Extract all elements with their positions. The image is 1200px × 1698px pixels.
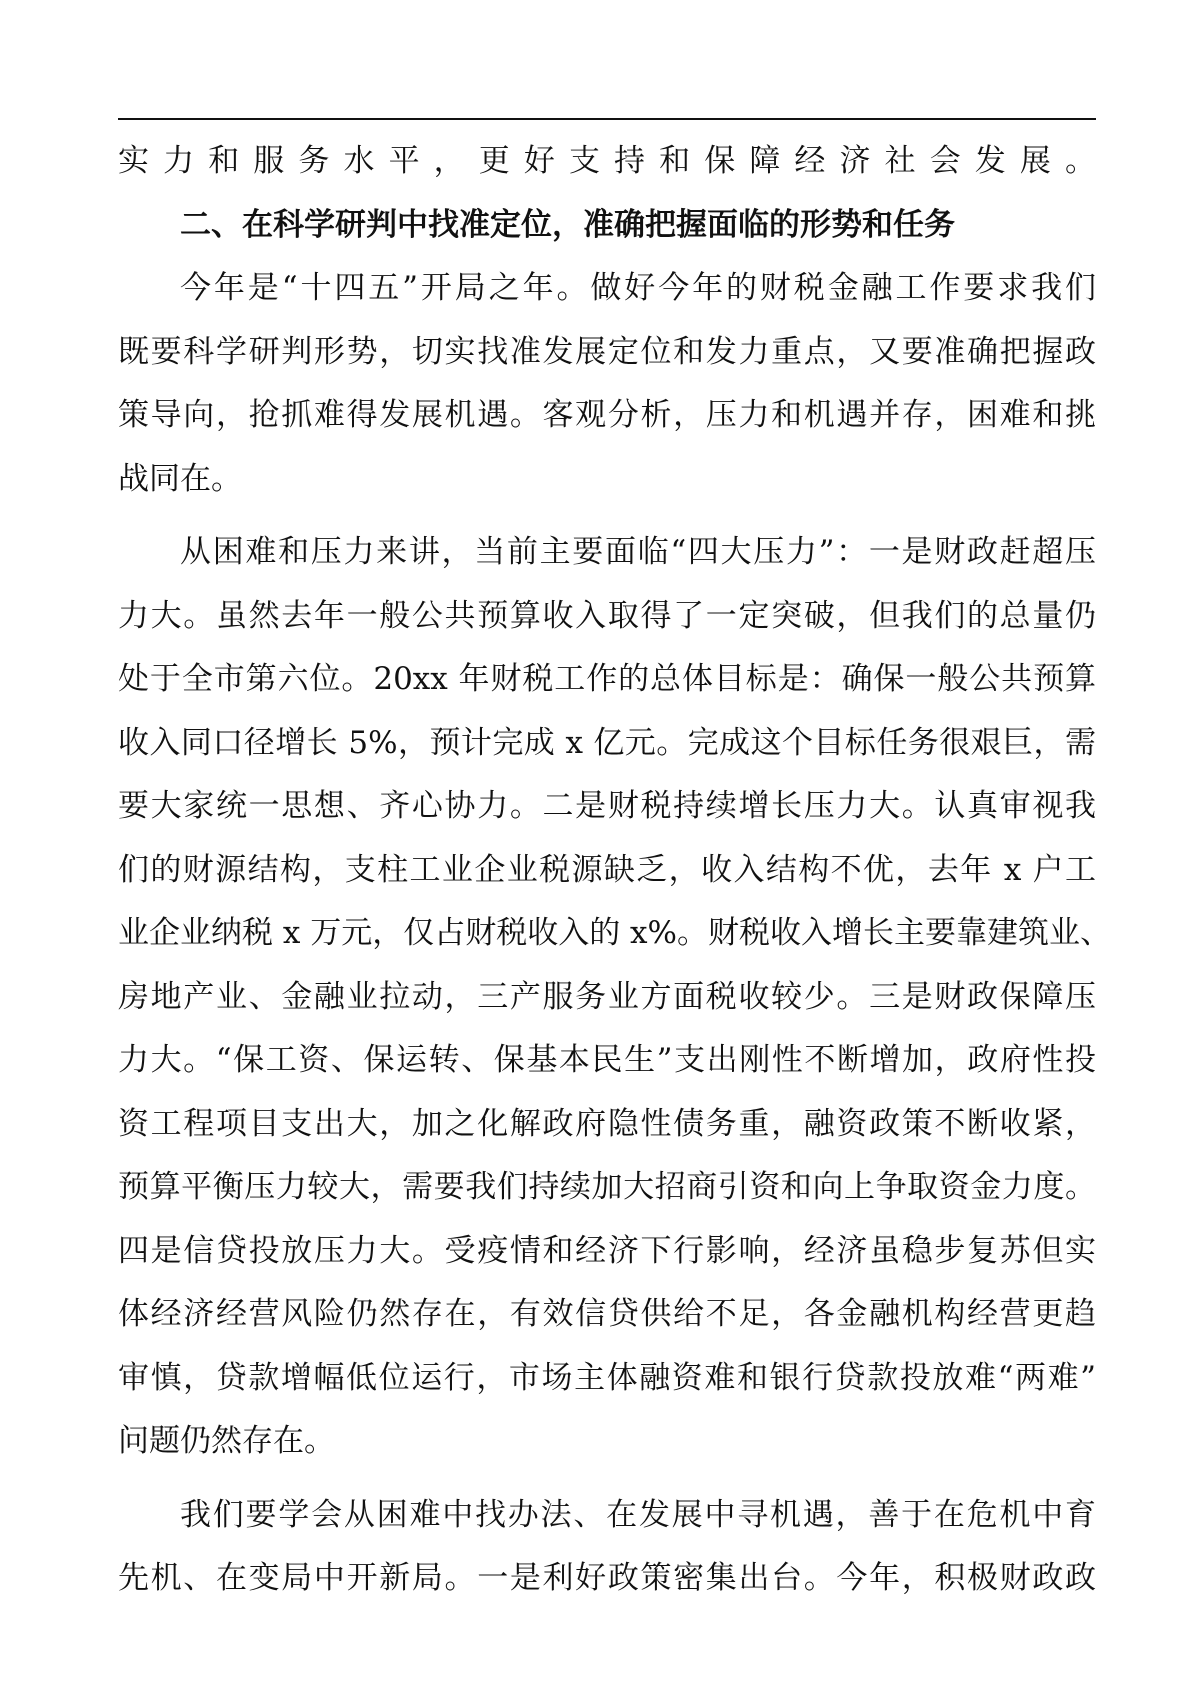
paragraph-line: 收入同口径增长 5%，预计完成 x 亿元。完成这个目标任务很艰巨，需 — [118, 724, 1096, 761]
paragraph-line: 处于全市第六位。20xx 年财税工作的总体目标是：确保一般公共预算 — [118, 661, 1096, 697]
paragraph-line: 要大家统一思想、齐心协力。二是财税持续增长压力大。认真审视我 — [118, 788, 1096, 824]
document-body — [118, 130, 1111, 1611]
paragraph-line: 体经济经营风险仍然存在，有效信贷供给不足，各金融机构经营更趋 — [118, 1296, 1096, 1332]
paragraph-gap — [118, 511, 1096, 521]
paragraph-gap — [118, 1474, 1096, 1484]
paragraph-line: 力大。“保工资、保运转、保基本民生”支出刚性不断增加，政府性投 — [118, 1042, 1096, 1078]
paragraph-line: 先机、在变局中开新局。一是利好政策密集出台。今年，积极财政政 — [118, 1560, 1096, 1596]
paragraph-line: 业企业纳税 x 万元，仅占财税收入的 x%。财税收入增长主要靠建筑业、 — [118, 915, 1111, 951]
paragraph-line: 既要科学研判形势，切实找准发展定位和发力重点，又要准确把握政 — [118, 333, 1096, 370]
paragraph-line: 房地产业、金融业拉动，三产服务业方面税收较少。三是财政保障压 — [118, 978, 1096, 1015]
paragraph-line: 策导向，抢抓难得发展机遇。客观分析，压力和机遇并存，困难和挑 — [118, 397, 1096, 433]
header-rule — [118, 118, 1096, 120]
paragraph-line: 实力和服务水平，更好支持和保障经济社会发展。 — [118, 143, 1096, 179]
paragraph-line: 从困难和压力来讲，当前主要面临“四大压力”：一是财政赶超压 — [180, 534, 1096, 570]
paragraph-line: 资工程项目支出大，加之化解政府隐性债务重，融资政策不断收紧， — [118, 1105, 1096, 1142]
paragraph-line: 们的财源结构，支柱工业企业税源缺乏，收入结构不优，去年 x 户工 — [118, 851, 1096, 888]
paragraph-line: 今年是“十四五”开局之年。做好今年的财税金融工作要求我们 — [180, 270, 1096, 306]
paragraph-line: 预算平衡压力较大，需要我们持续加大招商引资和向上争取资金力度。 — [118, 1169, 1096, 1205]
paragraph-line: 力大。虽然去年一般公共预算收入取得了一定突破，但我们的总量仍 — [118, 597, 1096, 634]
paragraph-line: 审慎，贷款增幅低位运行，市场主体融资难和银行贷款投放难“两难” — [118, 1359, 1096, 1396]
section-heading: 二、在科学研判中找准定位，准确把握面临的形势和任务 — [180, 206, 955, 243]
paragraph-line: 四是信贷投放压力大。受疫情和经济下行影响，经济虽稳步复苏但实 — [118, 1232, 1096, 1269]
paragraph-line: 我们要学会从困难中找办法、在发展中寻机遇，善于在危机中育 — [180, 1496, 1096, 1533]
paragraph-line: 问题仍然存在。 — [118, 1423, 335, 1459]
paragraph-line: 战同在。 — [118, 460, 242, 497]
